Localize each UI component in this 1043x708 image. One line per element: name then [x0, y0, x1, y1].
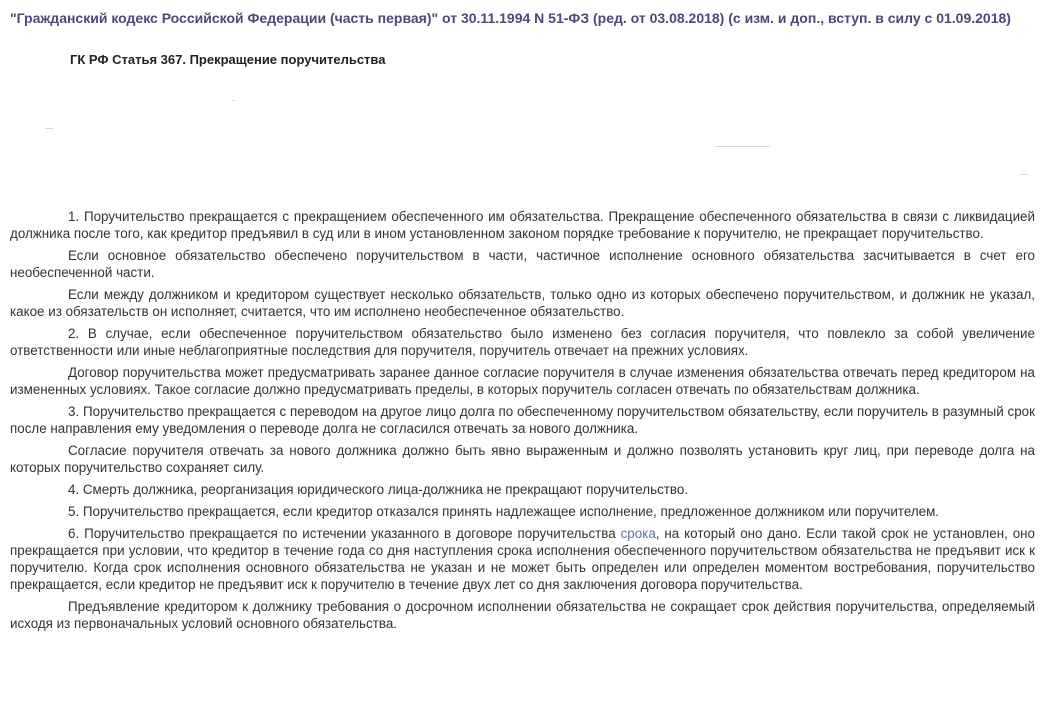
artifact-speck	[232, 100, 235, 101]
artifact-speck	[45, 128, 53, 129]
paragraph: Если основное обязательство обеспечено поручительством в части, частичное исполнение основного обязательства засчитывается в счет его необеспеченной части.	[10, 248, 1035, 280]
paragraph: 3. Поручительство прекращается с переводом на другое лицо долга по обеспеченному поручительством обязательству, если поручитель в разумный срок после направления ему уведомления о переводе долга не согласился отвечать за нового должника.	[10, 404, 1035, 436]
article-body	[10, 208, 1035, 637]
paragraph: 1. Поручительство прекращается с прекращением обеспеченного им обязательства. Прекращение обеспеченного обязательства в связи с ликвидацией должника после того, как кредитор предъявил в суд или в ином установленном законом порядке требование к поручителю, не прекращает поручительство.	[10, 209, 1035, 241]
article-title: ГК РФ Статья 367. Прекращение поручительства	[70, 52, 386, 67]
document-header: "Гражданский кодекс Российской Федерации (часть первая)" от 30.11.1994 N 51-ФЗ (ред. от 03.08.2018) (с изм. и доп., вступ. в силу с 01.09.2018)	[10, 10, 1011, 26]
paragraph-6-text-start: 6. Поручительство прекращается по истечении указанного в договоре поручительства	[68, 526, 621, 541]
paragraph: Договор поручительства может предусматривать заранее данное согласие поручителя в случае изменения обязательства отвечать перед кредитором на измененных условиях. Такое согласие должно предусматривать пределы, в которых поручитель согласен отвечать по обязательствам должника.	[10, 365, 1035, 397]
artifact-speck	[1020, 174, 1028, 175]
paragraph-6-text-end: , на который оно дано. Если такой срок не установлен, оно прекращается при условии, что кредитор в течение года со дня наступления срока исполнения обеспеченного поручительством обязательства не предъявит иск к поручителю. Когда срок исполнения основного обязательства не указан и не может быть определен или определен моментом востребования, поручительство прекращается, если кредитор не предъявит иск к поручителю в течение двух лет со дня заключения договора поручительства.	[10, 526, 1035, 592]
paragraph: 2. В случае, если обеспеченное поручительством обязательство было изменено без согласия поручителя, что повлекло за собой увеличение ответственности или иные неблагоприятные последствия для поручителя, поручитель отвечает на прежних условиях.	[10, 326, 1035, 358]
artifact-speck	[715, 146, 770, 147]
paragraph: Согласие поручителя отвечать за нового должника должно быть явно выраженным и должно позволять установить круг лиц, при переводе долга на которых поручительство сохраняет силу.	[10, 443, 1035, 475]
term-link[interactable]: срока	[620, 526, 656, 541]
paragraph: 4. Смерть должника, реорганизация юридического лица-должника не прекращают поручительство.	[68, 482, 689, 497]
paragraph: Если между должником и кредитором существует несколько обязательств, только одно из которых обеспечено поручительством, и должник не указал, какое из обязательств он исполняет, считается, что им исполнено необеспеченное обязательство.	[10, 287, 1035, 319]
paragraph-final: Предъявление кредитором к должнику требования о досрочном исполнении обязательства не сокращает срок действия поручительства, определяемый исходя из первоначальных условий основного обязательства.	[10, 599, 1035, 631]
paragraph: 5. Поручительство прекращается, если кредитор отказался принять надлежащее исполнение, предложенное должником или поручителем.	[68, 504, 940, 519]
paragraph-6	[10, 525, 1035, 593]
